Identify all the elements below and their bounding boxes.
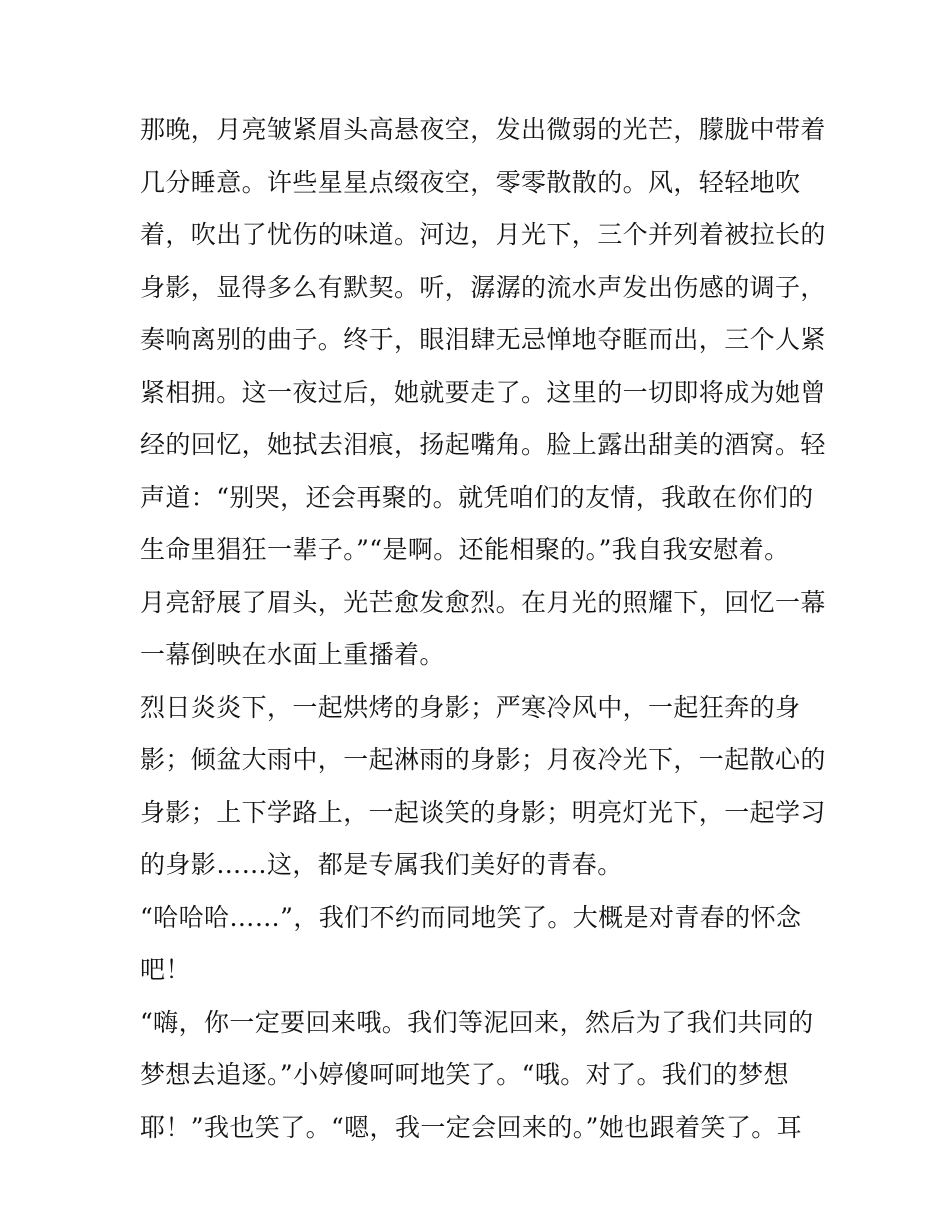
text-line: 身影，显得多么有默契。听，潺潺的流水声发出伤感的调子， — [140, 272, 826, 302]
text-line: 的身影……这，都是专属我们美好的青春。 — [140, 850, 623, 879]
text-line: 吧！ — [140, 955, 191, 984]
text-line: 身影；上下学路上，一起谈笑的身影；明亮灯光下，一起学习 — [140, 797, 826, 827]
text-line: 耶！”我也笑了。“嗯，我一定会回来的。”她也跟着笑了。耳 — [140, 1112, 803, 1142]
text-line: 着，吹出了忧伤的味道。河边，月光下，三个并列着被拉长的 — [140, 220, 826, 249]
text-line: “哈哈哈……”，我们不约而同地笑了。大概是对青春的怀念 — [140, 902, 802, 932]
text-line: 梦想去追逐。”小婷傻呵呵地笑了。“哦。对了。我们的梦想 — [140, 1060, 789, 1089]
text-line: 几分睡意。许些星星点缀夜空，零零散散的。风，轻轻地吹 — [140, 167, 801, 197]
text-line: “嗨，你一定要回来哦。我们等泥回来，然后为了我们共同的 — [140, 1007, 814, 1037]
text-line: 一幕倒映在水面上重播着。 — [140, 640, 445, 669]
text-line: 那晚，月亮皱紧眉头高悬夜空，发出微弱的光芒，朦胧中带着 — [140, 115, 826, 144]
text-line: 经的回忆，她拭去泪痕，扬起嘴角。脸上露出甜美的酒窝。轻 — [140, 430, 826, 459]
body-text — [140, 104, 826, 1154]
text-line: 声道：“别哭，还会再聚的。就凭咱们的友情，我敢在你们的 — [140, 482, 814, 512]
text-line: 奏响离别的曲子。终于，眼泪肆无忌惮地夺眶而出，三个人紧 — [140, 325, 826, 354]
text-line: 影；倾盆大雨中，一起淋雨的身影；月夜冷光下，一起散心的 — [140, 745, 826, 774]
text-line: 紧相拥。这一夜过后，她就要走了。这里的一切即将成为她曾 — [140, 377, 826, 407]
text-line: 月亮舒展了眉头，光芒愈发愈烈。在月光的照耀下，回忆一幕 — [140, 587, 826, 617]
text-line: 烈日炎炎下，一起烘烤的身影；严寒冷风中，一起狂奔的身 — [140, 692, 801, 722]
text-line: 生命里猖狂一辈子。”“是啊。还能相聚的。”我自我安慰着。 — [140, 535, 790, 564]
